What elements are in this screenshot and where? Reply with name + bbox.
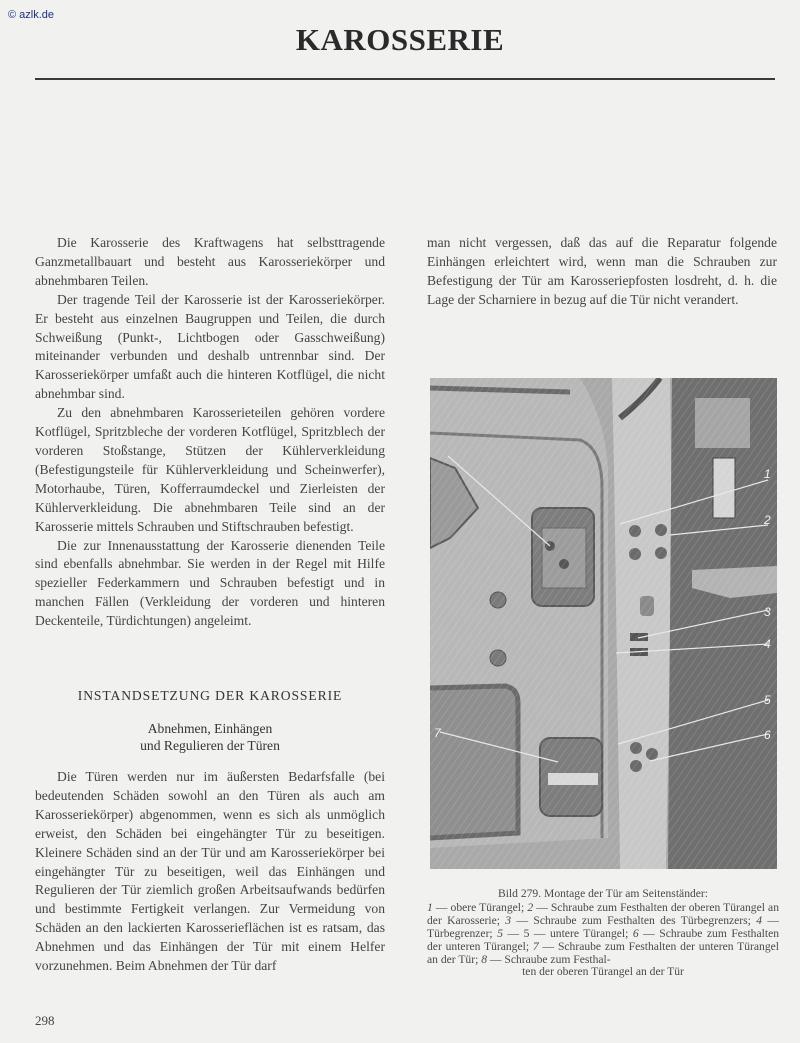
callout-label: 5: [764, 693, 771, 707]
paragraph: Die Türen werden nur im äußersten Bedarfsfalle (bei bedeutenden Schäden sowohl an den Türen als auch am Karosseriekörper) abgenommen, wenn es sich als unmöglich erweist, den Schäden bei eingehängter Tür zu beseitigen. Kleinere Schäden sind an der Tür und am Karosseriekörper bei eingehängter Tür zu beseitigen, weil das Einhängen und Regulieren der Tür ziemlich großen Arbeitsaufwands bedürfen und bestimmte Fertigkeit verlangen. Zur Vermeidung von Schäden an den lackierten Karosserieflächen ist es ratsam, das Abnehmen und das Einhängen der Tür mit einem Helfer vorzunehmen. Beim Abnehmen der Tür darf: [35, 769, 385, 974]
paragraph: Die Karosserie des Kraftwagens hat selbsttragende Ganzmetallbauart und besteht aus Karosseriekörper und abnehmbaren Teilen.: [35, 235, 385, 288]
caption-num: 2: [527, 900, 534, 914]
caption-num: 4: [756, 913, 763, 927]
paragraph: Der tragende Teil der Karosserie ist der Karosseriekörper. Er besteht aus einzelnen Baugruppen und Teilen, die durch Schweißung (Punkt-, Lichtbogen oder Gasschweißung) miteinander verbunden und deshalb untrennbar sind. Der Karosseriekörper umfaßt auch die hinteren Kotflügel, die nicht abnehmbar sind.: [35, 291, 385, 402]
paragraph: man nicht vergessen, daß das auf die Reparatur folgende Einhängen erleichtert wird, wenn man die Schrauben zur Befestigung der Tür am Karosseriepfosten losdreht, d. h. die Lage der Scharniere in bezug auf die Tür nicht verandert.: [427, 235, 777, 307]
sub-heading: [35, 720, 385, 754]
caption-item: — Schraube zum Festhalten des Türbegrenzers;: [516, 913, 751, 927]
caption-last-line: ten der oberen Türangel an der Tür: [522, 965, 684, 979]
caption-num: 5: [497, 926, 503, 940]
caption-title: Bild 279. Montage der Tür am Seitenständer:: [497, 887, 709, 900]
door-photo-illustration: [430, 378, 777, 869]
caption-item: — 5 — untere Türangel;: [507, 926, 629, 940]
paragraph: Die zur Innenausstattung der Karosserie dienenden Teile sind ebenfalls abnehmbar. Sie werden in der Regel mit Hilfe spezieller Federkammern und Schrauben befestigt und in manchen Fällen (Verkleidung der vorderen und hinteren Deckenteile, Türdichtungen) angeleimt.: [35, 537, 385, 629]
figure-door-photo: [430, 378, 777, 869]
sub-heading-line: Abnehmen, Einhängen: [147, 721, 273, 736]
callout-label: 7: [434, 726, 441, 740]
page-number: 298: [35, 1013, 55, 1028]
section-heading: INSTANDSETZUNG DER KAROSSERIE: [77, 688, 343, 703]
title-rule: [35, 78, 775, 80]
callout-label: 6: [764, 728, 771, 742]
caption-num: 8: [481, 952, 487, 966]
callout-label: 2: [764, 513, 771, 527]
caption-num: 1: [427, 900, 433, 914]
caption-item: — obere Türangel;: [435, 900, 525, 914]
caption-num: 6: [632, 926, 639, 940]
caption-item: — Schraube zum Festhalten der oberen Türangel an der Karosserie;: [427, 900, 779, 927]
left-column: [35, 234, 385, 631]
caption-body: [427, 902, 779, 967]
figure-caption: [427, 888, 779, 979]
caption-num: 7: [532, 939, 539, 953]
right-column: [427, 234, 777, 310]
caption-item: — Schraube zum Festhal-: [489, 952, 611, 966]
caption-item: — Schraube zum Festhalten der unteren Türangel;: [427, 926, 780, 953]
callout-label: 1: [764, 467, 771, 481]
caption-item: — Schraube zum Festhalten der unteren Türangel an der Tür;: [427, 939, 779, 966]
callout-label: 4: [764, 637, 771, 651]
caption-num: 3: [505, 913, 512, 927]
sub-heading-line: und Regulieren der Türen: [140, 738, 280, 753]
caption-item: — Türbegrenzer;: [427, 913, 779, 940]
callout-label: 3: [764, 605, 771, 619]
page-title: KAROSSERIE: [295, 22, 505, 57]
watermark: © azlk.de: [8, 9, 55, 21]
section-body: [35, 768, 385, 976]
paragraph: Zu den abnehmbaren Karosserieteilen gehören vordere Kotflügel, Spritzbleche der vorderen Kotflügel, Spritzblech der vorderen Stoßstange, Stützen der Kühlerverkleidung (Befestigungsteile für Kühlerverkleidung und Scheinwerfer), Motorhaube, Türen, Kofferraumdeckel und Zierleisten der Kühlerverkleidung. Die abnehmbaren Teile sind an der Karosserie mittels Schrauben und Stiftschrauben befestigt.: [35, 405, 385, 534]
